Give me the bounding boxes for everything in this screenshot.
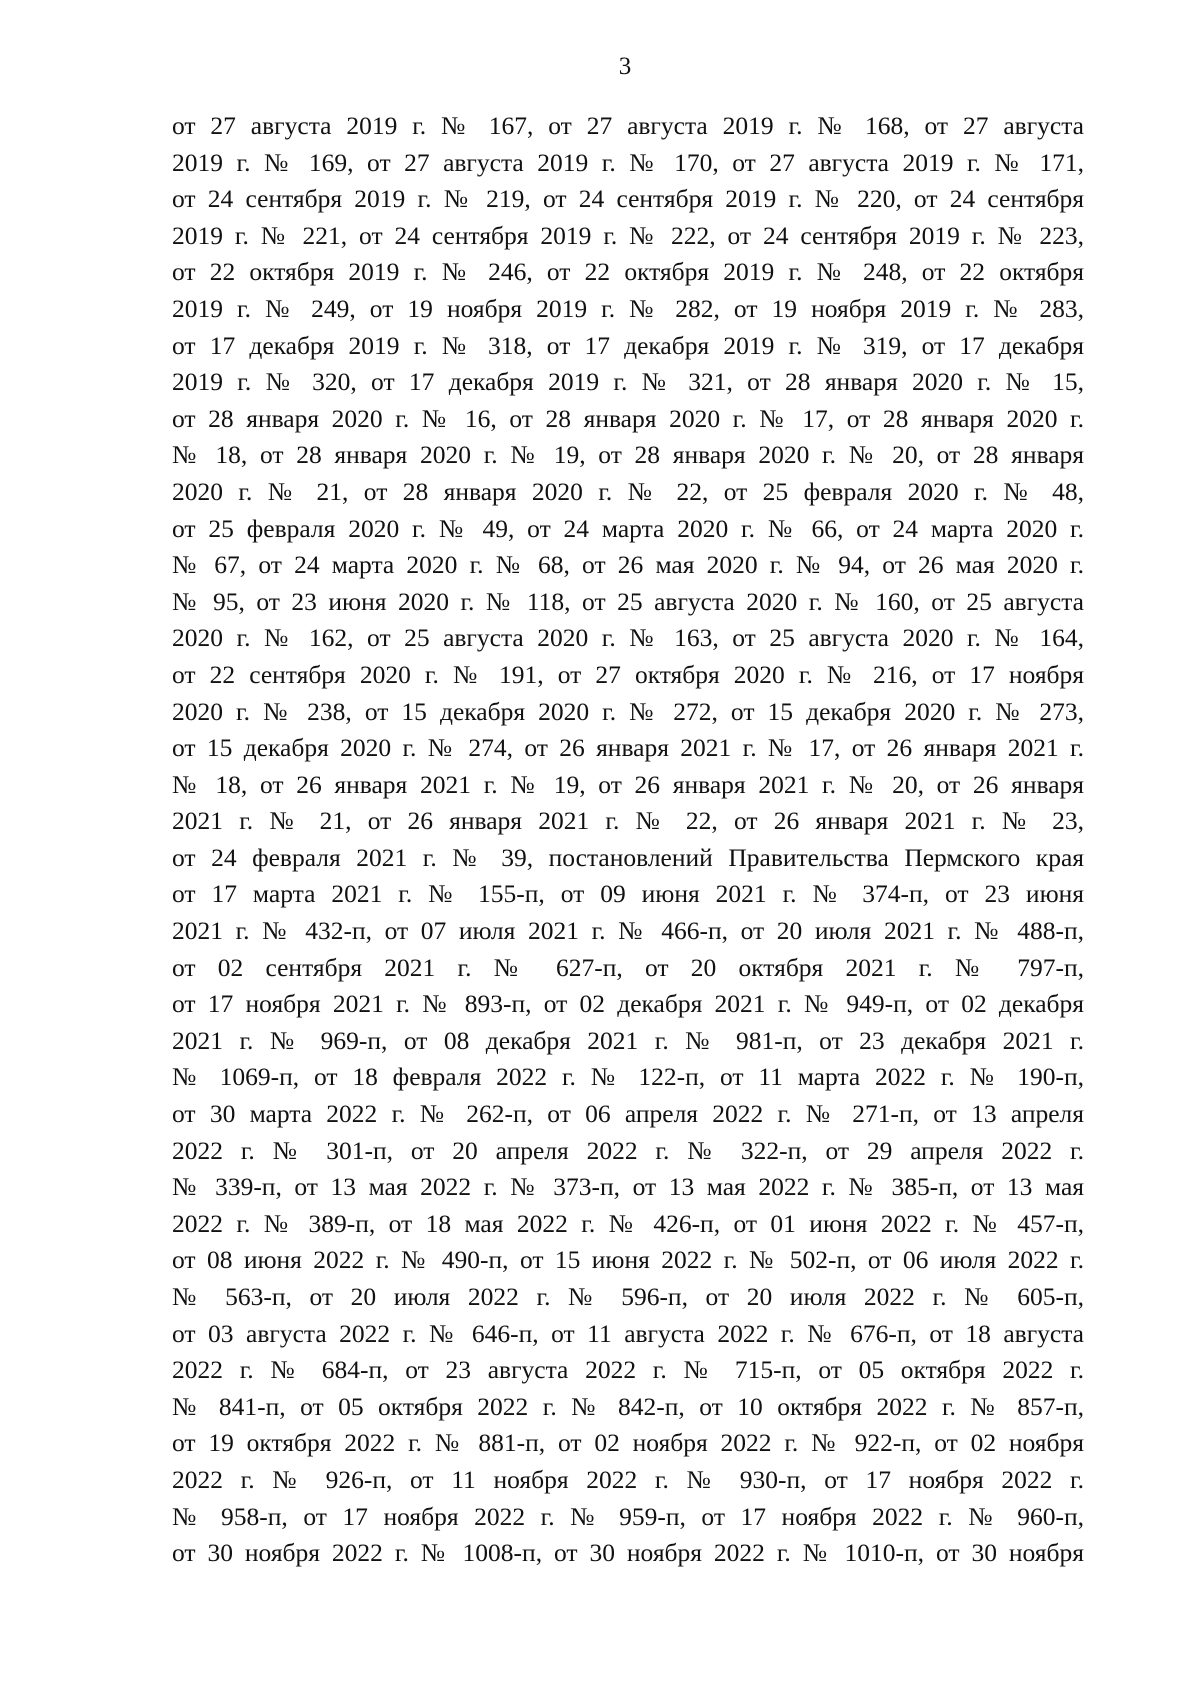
text-line: № 67, от 24 марта 2020 г. № 68, от 26 мая 2020 г. № 94, от 26 мая 2020 г.	[172, 550, 1084, 580]
text-line: от 24 февраля 2021 г. № 39, постановлений Правительства Пермского края	[172, 842, 1084, 872]
text-line: 2022 г. № 684-п, от 23 августа 2022 г. № 715-п, от 05 октября 2022 г.	[172, 1355, 1084, 1385]
text-line: 2019 г. № 169, от 27 августа 2019 г. № 170, от 27 августа 2019 г. № 171,	[172, 147, 1084, 177]
text-line: от 02 сентября 2021 г. № 627-п, от 20 октября 2021 г. № 797-п,	[172, 952, 1084, 982]
text-line: № 1069-п, от 18 февраля 2022 г. № 122-п, от 11 марта 2022 г. № 190-п,	[172, 1062, 1084, 1092]
text-line: от 17 марта 2021 г. № 155-п, от 09 июня 2021 г. № 374-п, от 23 июня	[172, 879, 1084, 909]
text-line: № 563-п, от 20 июля 2022 г. № 596-п, от 20 июля 2022 г. № 605-п,	[172, 1282, 1084, 1311]
text-line: 2020 г. № 162, от 25 августа 2020 г. № 163, от 25 августа 2020 г. № 164,	[172, 623, 1084, 653]
text-line: № 18, от 26 января 2021 г. № 19, от 26 января 2021 г. № 20, от 26 января	[172, 769, 1084, 799]
text-line: 2021 г. № 432-п, от 07 июля 2021 г. № 466-п, от 20 июля 2021 г. № 488-п,	[172, 916, 1084, 946]
text-line: от 27 августа 2019 г. № 167, от 27 августа 2019 г. № 168, от 27 августа	[172, 111, 1084, 140]
body-text	[172, 108, 1084, 1572]
text-line: № 958-п, от 17 ноября 2022 г. № 959-п, от 17 ноября 2022 г. № 960-п,	[172, 1501, 1084, 1531]
text-line: № 339-п, от 13 мая 2022 г. № 373-п, от 13 мая 2022 г. № 385-п, от 13 мая	[172, 1172, 1084, 1202]
text-line: от 25 февраля 2020 г. № 49, от 24 марта 2020 г. № 66, от 24 марта 2020 г.	[172, 513, 1084, 543]
text-line: № 95, от 23 июня 2020 г. № 118, от 25 августа 2020 г. № 160, от 25 августа	[172, 586, 1084, 616]
text-line: от 22 сентября 2020 г. № 191, от 27 октября 2020 г. № 216, от 17 ноября	[172, 659, 1084, 689]
text-line: от 28 января 2020 г. № 16, от 28 января 2020 г. № 17, от 28 января 2020 г.	[172, 403, 1084, 433]
text-line: от 15 декабря 2020 г. № 274, от 26 января 2021 г. № 17, от 26 января 2021 г.	[172, 733, 1084, 763]
text-line: от 17 ноября 2021 г. № 893-п, от 02 декабря 2021 г. № 949-п, от 02 декабря	[172, 989, 1084, 1019]
text-line: 2020 г. № 21, от 28 января 2020 г. № 22, от 25 февраля 2020 г. № 48,	[172, 476, 1084, 506]
text-line: 2019 г. № 221, от 24 сентября 2019 г. № 222, от 24 сентября 2019 г. № 223,	[172, 220, 1084, 250]
text-line: от 03 августа 2022 г. № 646-п, от 11 августа 2022 г. № 676-п, от 18 августа	[172, 1318, 1084, 1348]
text-line: от 22 октября 2019 г. № 246, от 22 октября 2019 г. № 248, от 22 октября	[172, 257, 1084, 287]
text-line: от 17 декабря 2019 г. № 318, от 17 декабря 2019 г. № 319, от 17 декабря	[172, 330, 1084, 360]
text-line: 2022 г. № 301-п, от 20 апреля 2022 г. № 322-п, от 29 апреля 2022 г.	[172, 1135, 1084, 1165]
text-line: 2021 г. № 969-п, от 08 декабря 2021 г. № 981-п, от 23 декабря 2021 г.	[172, 1025, 1084, 1055]
text-line: 2020 г. № 238, от 15 декабря 2020 г. № 272, от 15 декабря 2020 г. № 273,	[172, 696, 1084, 726]
text-line: 2022 г. № 389-п, от 18 мая 2022 г. № 426-п, от 01 июня 2022 г. № 457-п,	[172, 1208, 1084, 1238]
text-line: 2019 г. № 249, от 19 ноября 2019 г. № 282, от 19 ноября 2019 г. № 283,	[172, 293, 1084, 323]
text-line: 2021 г. № 21, от 26 января 2021 г. № 22, от 26 января 2021 г. № 23,	[172, 806, 1084, 836]
text-line: от 24 сентября 2019 г. № 219, от 24 сентября 2019 г. № 220, от 24 сентября	[172, 184, 1084, 214]
text-line: 2022 г. № 926-п, от 11 ноября 2022 г. № 930-п, от 17 ноября 2022 г.	[172, 1464, 1084, 1494]
text-line: от 30 ноября 2022 г. № 1008-п, от 30 ноября 2022 г. № 1010-п, от 30 ноября	[172, 1538, 1084, 1568]
text-line: от 19 октября 2022 г. № 881-п, от 02 ноября 2022 г. № 922-п, от 02 ноября	[172, 1428, 1084, 1458]
text-line: № 841-п, от 05 октября 2022 г. № 842-п, от 10 октября 2022 г. № 857-п,	[172, 1391, 1084, 1421]
text-line: от 08 июня 2022 г. № 490-п, от 15 июня 2022 г. № 502-п, от 06 июля 2022 г.	[172, 1245, 1084, 1275]
text-line: 2019 г. № 320, от 17 декабря 2019 г. № 321, от 28 января 2020 г. № 15,	[172, 367, 1084, 397]
page-number: 3	[618, 53, 632, 80]
text-line: № 18, от 28 января 2020 г. № 19, от 28 января 2020 г. № 20, от 28 января	[172, 440, 1084, 470]
text-line: от 30 марта 2022 г. № 262-п, от 06 апреля 2022 г. № 271-п, от 13 апреля	[172, 1099, 1084, 1129]
